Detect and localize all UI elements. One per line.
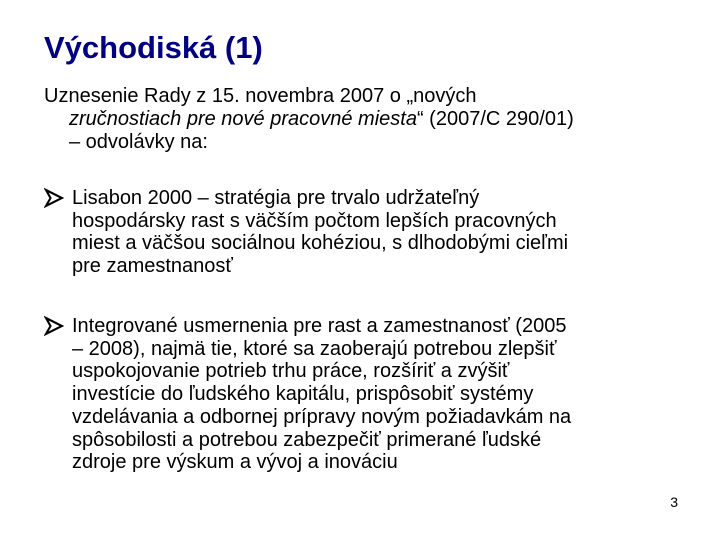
intro-citation: “ (2007/C 290/01) [416,108,574,130]
bullet-line: uspokojovanie potrieb trhu práce, rozšíriť a zvýšiť [72,360,510,383]
bullet-line: hospodársky rast s väčším počtom lepších pracovných [72,209,557,232]
bullet-text [72,315,702,474]
intro-line-1: Uznesenie Rady z 15. novembra 2007 o „nových [44,85,477,107]
bullet-line: Lisabon 2000 – stratégia pre trvalo udržateľný [72,187,480,209]
bullet-line: zdroje pre výskum a vývoj a inováciu [72,451,398,474]
slide-title: Východiská (1) [44,30,263,65]
intro-line-3: – odvolávky na: [69,131,208,153]
bullet-line: Integrované usmernenia pre rast a zamestnanosť (2005 [72,315,567,337]
arrowhead-bullet-icon [44,187,64,209]
arrowhead-bullet-icon [44,315,64,337]
intro-italic-phrase: zručnostiach pre nové pracovné miesta [69,108,417,130]
intro-line-2 [44,108,694,131]
bullet-line: investície do ľudského kapitálu, prispôsobiť systémy [72,383,534,406]
bullet-line: vzdelávania a odbornej prípravy novým požiadavkám na [72,405,572,428]
intro-paragraph [44,85,694,154]
page-number: 3 [670,494,678,510]
bullet-line: miest a väčšou sociálnou kohéziou, s dlhodobými cieľmi [72,232,569,255]
bullet-line: pre zamestnanosť [72,255,233,278]
bullet-line: – 2008), najmä tie, ktoré sa zaoberajú potrebou zlepšiť [72,337,557,360]
bullet-text [72,187,702,278]
bullet-line: spôsobilosti a potrebou zabezpečiť primerané ľudské [72,428,542,451]
